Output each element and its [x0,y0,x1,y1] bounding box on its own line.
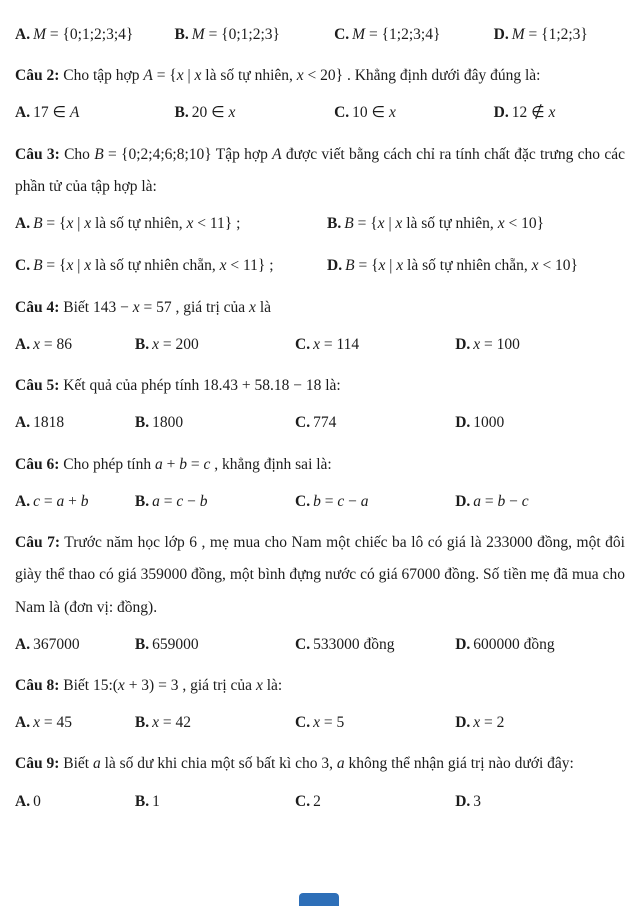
question-2 [15,60,625,129]
option-letter: A. [15,635,31,653]
option-d [455,329,625,361]
option-letter: A. [15,714,31,732]
option-text: 774 [313,414,337,432]
option-text: b = c − a [313,492,369,510]
question-7 [15,527,625,661]
question-body: Cho phép tính a + b = c , khẳng định sai là: [63,455,332,473]
option-letter: C. [334,26,350,43]
option-text: 17 ∈ A [33,104,80,122]
option-a [15,97,171,129]
question-label: Câu 5: [15,377,60,395]
option-letter: C. [295,335,311,353]
option-d [455,486,625,518]
option-letter: C. [295,792,311,810]
options-row [15,707,625,739]
question-body: Biết a là số dư khi chia một số bất kì cho 3, a không thể nhận giá trị nào dưới đây: [63,755,574,773]
question-body: Trước năm học lớp 6 , mẹ mua cho Nam một chiếc ba lô có giá là 233000 đồng, một đôi giày thể thao có giá 359000 đồng, một bình đựng nước có giá 67000 đồng. Số tiền mẹ đã mua cho Nam là (đơn vị: đồng). [15,534,625,616]
option-letter: D. [455,714,471,732]
option-text: x = 100 [473,335,520,353]
option-text: a = b − c [473,492,529,510]
option-letter: D. [455,335,471,353]
question-label: Câu 9: [15,755,60,773]
option-c [295,707,451,739]
question-label: Câu 8: [15,676,60,694]
question-1 [15,19,625,51]
option-text: 12 ∉ x [511,104,556,122]
option-b [135,786,291,818]
question-text [15,370,625,402]
options-row [15,786,625,818]
option-letter: C. [295,635,311,653]
option-b [135,707,291,739]
question-8 [15,670,625,739]
options-grid [15,208,625,282]
question-body: Kết quả của phép tính 18.43 + 58.18 − 18 là: [63,377,341,395]
option-text: x = 5 [313,714,345,732]
option-letter: B. [134,714,150,732]
option-text: 659000 [152,635,199,653]
option-letter: A. [15,26,31,43]
option-d [494,97,625,129]
option-text: 3 [473,792,482,810]
option-letter: D. [455,792,471,810]
option-letter: D. [493,104,509,122]
question-5 [15,370,625,439]
option-d [494,19,625,51]
option-c [334,19,490,51]
option-letter: B. [134,792,150,810]
options-row [15,329,625,361]
option-letter: A. [15,104,31,122]
option-letter: D. [493,26,509,43]
option-text: 367000 [33,635,80,653]
option-letter: C. [334,104,350,122]
option-text: B = {x | x là số tự nhiên, x < 10} [344,215,545,233]
question-text [15,60,625,92]
option-b [327,208,625,240]
option-c [295,486,451,518]
option-b [175,97,331,129]
option-text: c = a + b [33,492,89,510]
option-letter: B. [134,635,150,653]
option-text: x = 42 [152,714,191,732]
option-c [295,786,451,818]
option-letter: C. [295,492,311,510]
question-6 [15,449,625,518]
option-a [15,208,323,240]
option-letter: C. [295,414,311,432]
option-text: B = {x | x là số tự nhiên chẵn, x < 10} [345,257,578,275]
option-text: M = {1;2;3;4} [352,26,441,43]
option-letter: A. [15,792,31,810]
option-c [15,250,323,282]
option-text: M = {0;1;2;3;4} [33,26,134,43]
question-body: Biết 143 − x = 57 , giá trị của x là [63,298,271,316]
options-row [15,19,625,51]
question-text [15,292,625,324]
option-text: 1800 [152,414,184,432]
option-c [295,329,451,361]
question-body: Cho tập hợp A = {x | x là số tự nhiên, x < 20} . Khẳng định dưới đây đúng là: [63,67,541,85]
option-b [175,19,331,51]
option-a [15,486,131,518]
option-letter: B. [327,215,342,233]
options-row [15,486,625,518]
question-label: Câu 3: [15,145,60,163]
question-label: Câu 4: [15,298,60,316]
option-text: 1 [152,792,160,810]
option-d [455,629,625,661]
option-letter: C. [15,257,31,275]
option-letter: A. [15,492,31,510]
option-a [15,19,171,51]
option-a [15,407,131,439]
question-text [15,748,625,780]
option-text: M = {1;2;3} [511,26,588,43]
option-letter: D. [327,257,343,275]
question-label: Câu 2: [15,67,60,85]
option-b [135,629,291,661]
option-letter: D. [455,635,471,653]
option-letter: A. [15,335,31,353]
option-letter: A. [15,215,31,233]
option-letter: B. [174,104,189,122]
option-text: 1818 [33,414,65,432]
option-b [135,407,291,439]
question-text [15,527,625,624]
option-letter: C. [295,714,311,732]
option-letter: B. [134,414,150,432]
footer-logo-fragment [299,893,339,906]
option-text: x = 2 [473,714,505,732]
option-letter: B. [134,492,150,510]
options-row [15,407,625,439]
option-a [15,707,131,739]
question-4 [15,292,625,361]
option-b [135,486,291,518]
option-text: x = 200 [152,335,199,353]
options-row [15,629,625,661]
question-label: Câu 7: [15,534,61,552]
option-d [455,707,625,739]
option-text: 20 ∈ x [191,104,236,122]
option-text: a = c − b [152,492,208,510]
option-text: x = 114 [313,335,360,353]
option-text: 10 ∈ x [352,104,396,122]
options-row [15,97,625,129]
option-text: 533000 đồng [313,635,395,653]
question-text [15,670,625,702]
question-label: Câu 6: [15,455,60,473]
option-c [334,97,490,129]
option-text: x = 86 [33,335,72,353]
option-c [295,629,451,661]
option-a [15,786,131,818]
question-9 [15,748,625,817]
question-body: Biết 15:(x + 3) = 3 , giá trị của x là: [63,676,283,694]
question-text [15,139,625,203]
option-text: B = {x | x là số tự nhiên, x < 11} ; [33,215,241,233]
option-text: M = {0;1;2;3} [191,26,280,43]
option-text: 600000 đồng [473,635,555,653]
option-c [295,407,451,439]
option-text: 1000 [473,414,505,432]
option-letter: A. [15,414,31,432]
question-text [15,449,625,481]
option-b [135,329,291,361]
option-letter: D. [455,414,471,432]
option-d [455,786,625,818]
option-d [455,407,625,439]
option-a [15,629,131,661]
option-text: x = 45 [33,714,72,732]
option-text: 2 [313,792,321,810]
question-body: Cho B = {0;2;4;6;8;10} Tập hợp A được viết bằng cách chỉ ra tính chất đặc trưng cho các phần tử của tập hợp là: [15,145,625,195]
option-text: 0 [33,792,41,810]
question-3 [15,139,625,283]
option-letter: B. [174,26,189,43]
option-text: B = {x | x là số tự nhiên chẵn, x < 11} ; [33,257,274,275]
option-d [327,250,625,282]
option-letter: B. [134,335,150,353]
option-letter: D. [455,492,471,510]
option-a [15,329,131,361]
